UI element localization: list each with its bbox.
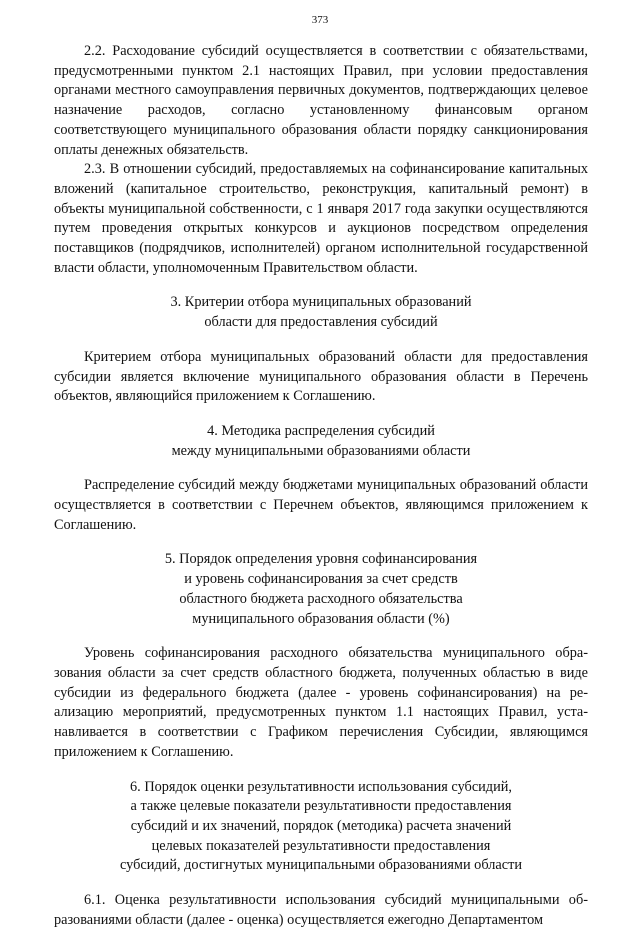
paragraph-2-2: 2.2. Расходование субсидий осуществляется в соответствии с обязательствами, предусмотренными пунктом 2.1 настоящих Правил, при условии предоставления органами местного самоуправления первичных документов, подтверждающих целевое назначение расходов, согласно установленному финансовым органом соответствующего муниципального образования области порядку санкционирования оплаты денежных обязательств.	[54, 43, 588, 158]
heading-line: субсидий и их значений, порядок (методика) расчета значений	[130, 817, 512, 834]
heading-line: субсидий, достигнутых муниципальными образованиями области	[120, 857, 522, 874]
heading-line: а также целевые показатели результативности предоставления	[130, 798, 512, 815]
section-6-1-text: 6.1. Оценка результативности использования субсидий муниципальными образованиями области (далее - оценка) осуществляется ежегодно Департаментом	[54, 892, 588, 928]
heading-line: 3. Критерии отбора муниципальных образований	[170, 294, 472, 311]
section-5-heading	[54, 550, 588, 629]
heading-line: 6. Порядок оценки результативности использования субсидий,	[130, 778, 512, 795]
section-3-text: Критерием отбора муниципальных образований области для предоставления субсидии является включение муниципального образования области в Перечень объектов, являющийся приложением к Соглашению.	[54, 348, 588, 405]
page-number: 373	[311, 14, 329, 26]
section-3-heading	[54, 293, 588, 332]
section-6-heading	[54, 778, 588, 877]
heading-line: муниципального образования области (%)	[192, 610, 450, 627]
heading-line: целевых показателей результативности предоставления	[151, 837, 491, 854]
heading-line: между муниципальными образованиями области	[171, 442, 471, 459]
section-4-text: Распределение субсидий между бюджетами муниципальных образований области осуществляется в соответствии с Перечнем объектов, являющимся приложением к Соглашению.	[54, 477, 588, 533]
heading-line: 4. Методика распределения субсидий	[207, 422, 435, 439]
heading-line: 5. Порядок определения уровня софинансирования	[164, 551, 478, 568]
paragraph-2-3: 2.3. В отношении субсидий, предоставляемых на софинансирование капитальных вложений (капитальное строительство, реконструкция, капитальный ремонт) в объекты муниципальной собственности, с 1 января 2017 года закупки осуществляются путем проведения открытых конкурсов и аукционов посредством определения поставщиков (подрядчиков, исполнителей) органом исполнительной государственной власти области, уполномоченным Правительством области.	[54, 161, 588, 276]
heading-line: областного бюджета расходного обязательства	[179, 590, 463, 607]
heading-line: и уровень софинансирования за счет средств	[184, 571, 458, 588]
section-5-text: Уровень софинансирования расходного обязательства муниципального образования области за счет средств областного бюджета, полученных областью в виде субсидии из федерального бюджета (далее - уровень софинансирования) на реализацию мероприятий, предусмотренных пунктом 1.1 настоящих Правил, устанавливается в соответствии с Графиком перечисления Субсидии, являющимся приложением к Соглашению.	[54, 645, 588, 760]
document-body	[54, 42, 588, 930]
section-4-heading	[54, 422, 588, 461]
heading-line: области для предоставления субсидий	[204, 314, 438, 331]
